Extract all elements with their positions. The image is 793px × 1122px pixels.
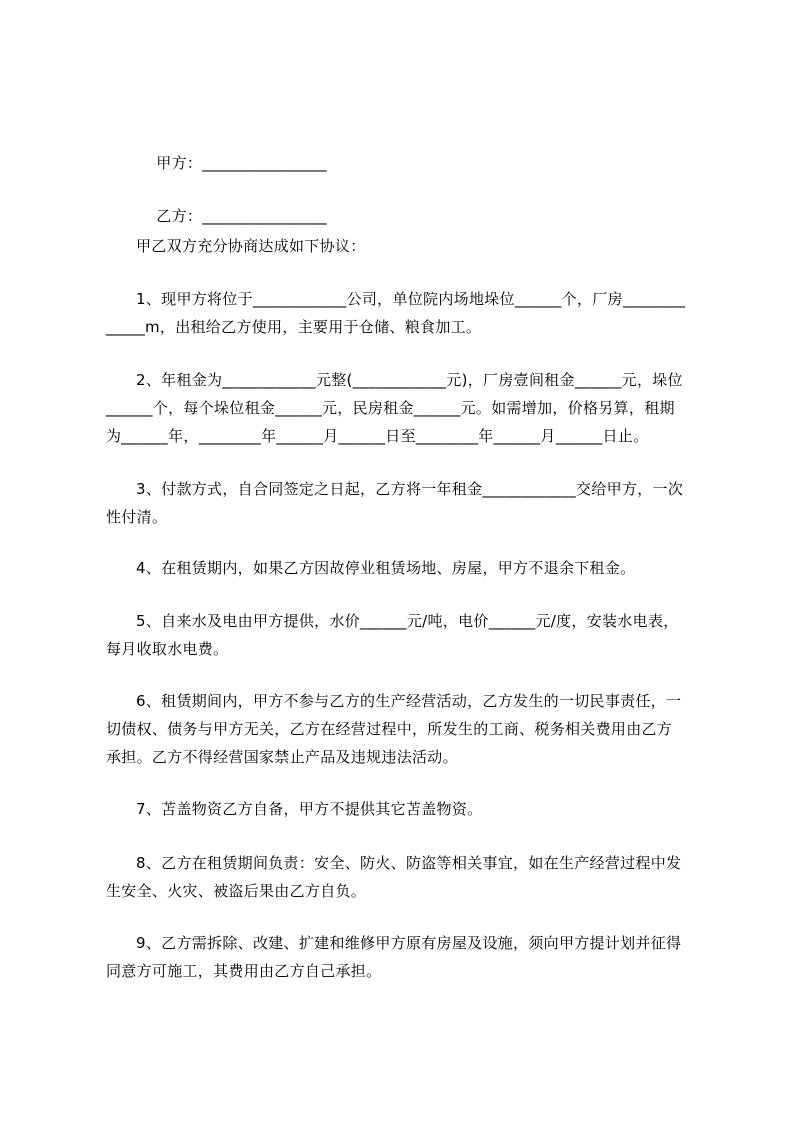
clause-5-line-1: 5、自来水及电由甲方提供，水价______元/吨，电价______元/度，安装水电表， — [136, 612, 679, 630]
clause-3-line-2: 性付清。 — [106, 508, 168, 526]
clause-2-line-1: 2、年租金为____________元整(____________元)，厂房壹间租金______元，垛位 — [136, 371, 683, 389]
clause-6-line-1: 6、租赁期间内，甲方不参与乙方的生产经营活动，乙方发生的一切民事责任，一 — [136, 692, 682, 710]
clause-2-line-2: ______个，每个垛位租金______元，民房租金______元。如需增加，价格另算，租期 — [106, 399, 675, 417]
clause-9-line-1: 9、乙方需拆除、改建、扩建和维修甲方原有房屋及设施，须向甲方提计划并征得 — [136, 934, 682, 952]
clause-5-line-2: 每月收取水电费。 — [106, 640, 229, 658]
clause-7-line-1: 7、苫盖物资乙方自备，甲方不提供其它苫盖物资。 — [136, 800, 483, 818]
clause-1-line-1: 1、现甲方将位于____________公司，单位院内场地垛位______个，厂房________ — [136, 290, 686, 308]
clause-1-line-2: _____m，出租给乙方使用，主要用于仓储、粮食加工。 — [106, 318, 482, 336]
party-a-label: 甲方： — [156, 154, 203, 172]
clause-6-line-2: 切债权、债务与甲方无关，乙方在经营过程中，所发生的工商、税务相关费用由乙方 — [106, 720, 673, 738]
clause-6-line-3: 承担。乙方不得经营国家禁止产品及违规违法活动。 — [106, 748, 458, 766]
party-b-blank: ________________ — [202, 207, 327, 225]
clause-3-line-1: 3、付款方式，自合同签定之日起，乙方将一年租金____________交给甲方，一次 — [136, 480, 684, 498]
clause-2-line-3: 为______年，________年______月______日至________年______月______日止。 — [106, 427, 649, 445]
clause-4-line-1: 4、在租赁期内，如果乙方因故停业租赁场地、房屋，甲方不退余下租金。 — [136, 559, 636, 577]
party-b-label: 乙方： — [156, 207, 203, 225]
party-a-blank: ________________ — [202, 154, 327, 172]
clause-8-line-2: 生安全、火灾、被盗后果由乙方自负。 — [106, 882, 367, 900]
clause-9-line-2: 同意方可施工，其费用由乙方自己承担。 — [106, 962, 382, 980]
intro-text: 甲乙双方充分协商达成如下协议： — [136, 237, 366, 255]
clause-8-line-1: 8、乙方在租赁期间负责：安全、防火、防盗等相关事宜，如在生产经营过程中发 — [136, 854, 682, 872]
